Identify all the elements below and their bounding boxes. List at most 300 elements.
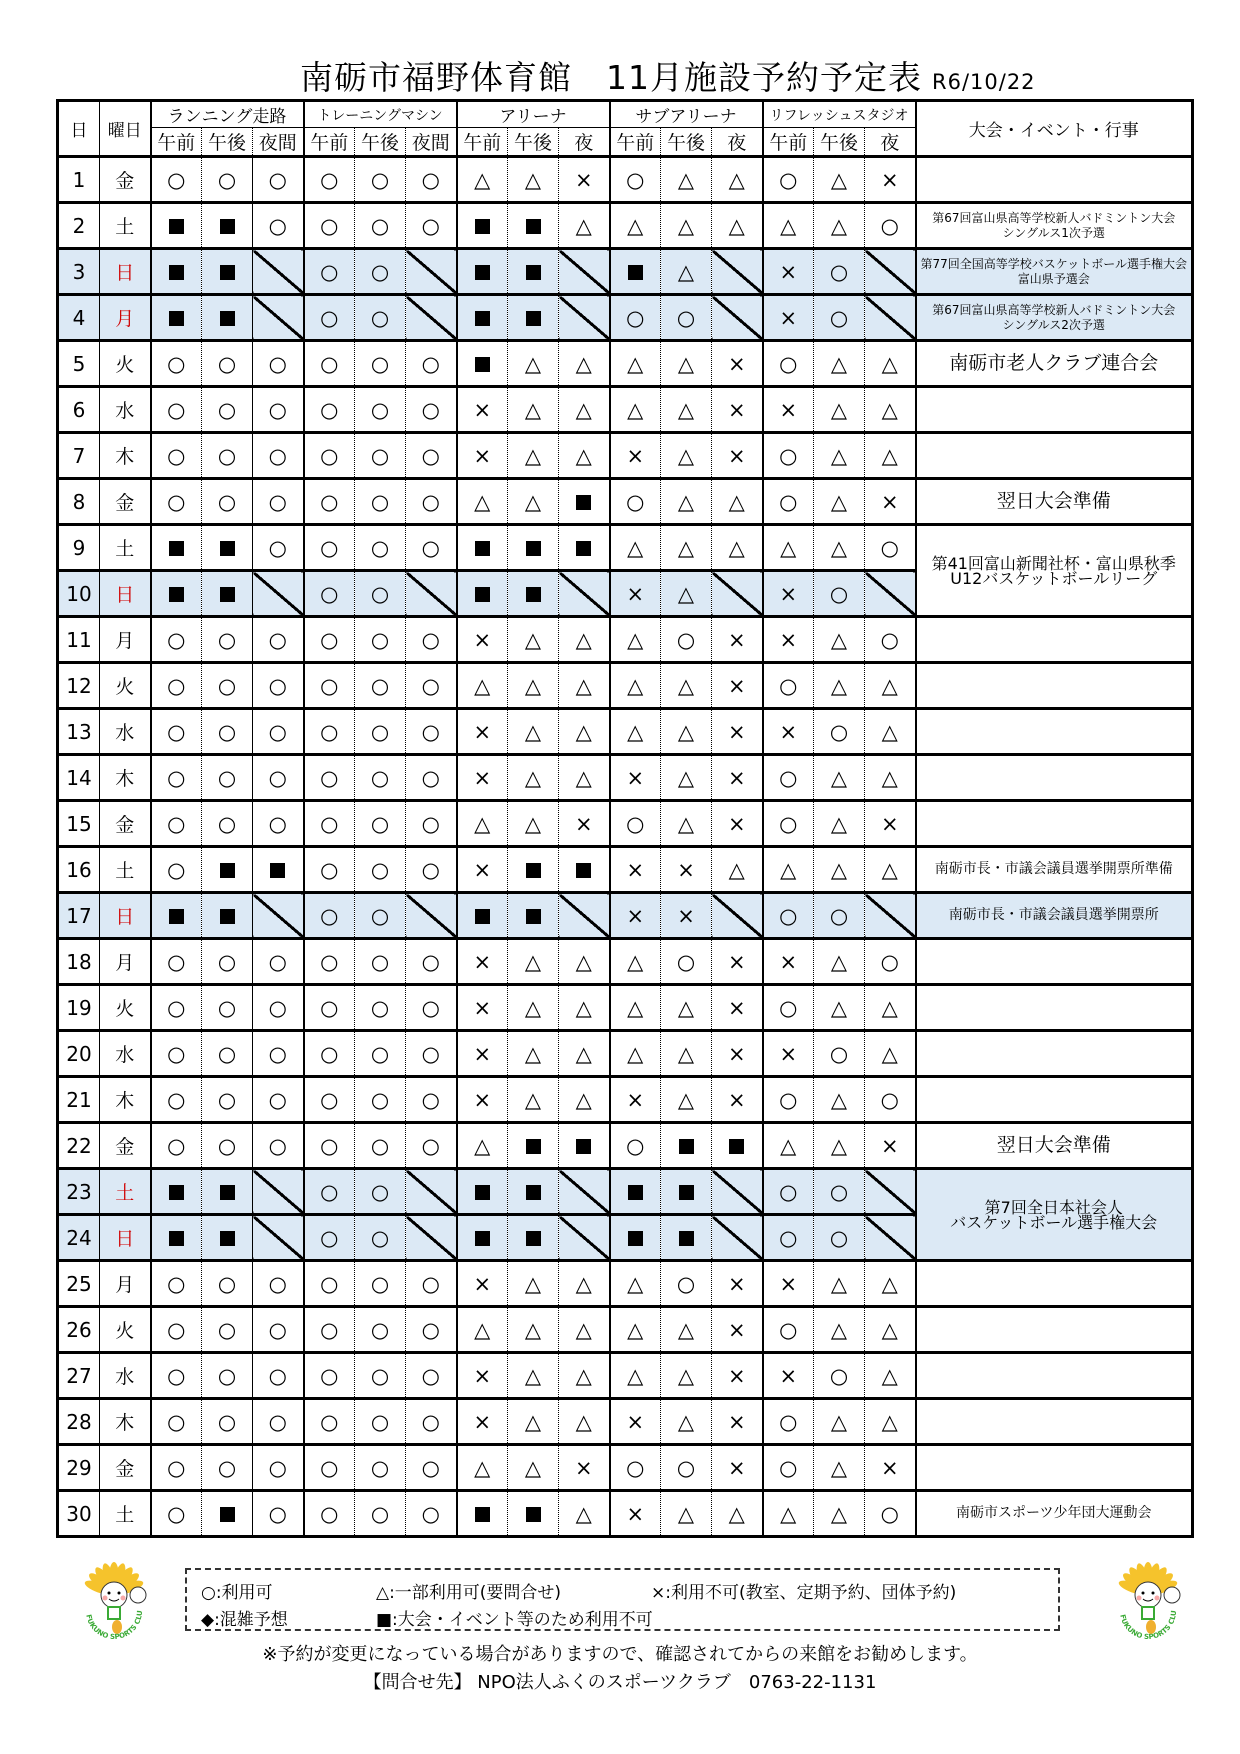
availability-mark	[712, 1307, 763, 1353]
availability-mark	[406, 1261, 457, 1307]
event-text-line: 翌日大会準備	[996, 490, 1111, 512]
event-closed-mark	[202, 1169, 253, 1215]
black-square-icon	[679, 1139, 694, 1154]
circle-icon: ○	[676, 1271, 696, 1296]
availability-mark	[355, 893, 406, 939]
triangle-icon: △	[575, 719, 592, 744]
circle-icon: ○	[167, 1363, 186, 1388]
circle-icon: ○	[779, 811, 798, 836]
triangle-icon: △	[627, 627, 644, 652]
availability-mark	[151, 1307, 202, 1353]
triangle-icon: △	[881, 719, 898, 744]
black-square-icon	[169, 541, 184, 556]
availability-mark	[202, 1261, 253, 1307]
legend-event-closed: ■:大会・イベント等のため利用不可	[376, 1610, 653, 1630]
circle-icon: ○	[421, 397, 440, 422]
availability-mark	[202, 939, 253, 985]
availability-mark	[508, 1307, 559, 1353]
availability-mark	[457, 1077, 508, 1123]
availability-mark	[202, 341, 253, 387]
availability-mark	[304, 1491, 355, 1537]
event-closed-mark	[202, 893, 253, 939]
day-number: 5	[58, 341, 100, 387]
availability-mark	[253, 663, 304, 709]
day-number: 11	[58, 617, 100, 663]
circle-icon: ○	[167, 1409, 186, 1434]
circle-icon: ○	[217, 627, 237, 652]
availability-mark	[865, 525, 916, 571]
availability-mark	[814, 249, 865, 295]
schedule-row	[58, 755, 1193, 801]
event-cell	[916, 1031, 1193, 1077]
availability-mark	[355, 985, 406, 1031]
closed-slot-slash	[559, 1215, 610, 1261]
availability-mark	[763, 985, 814, 1031]
triangle-icon: △	[524, 167, 542, 192]
availability-mark	[253, 1123, 304, 1169]
triangle-icon: △	[780, 857, 797, 882]
cross-icon: ×	[727, 627, 746, 652]
circle-icon: ○	[217, 1317, 237, 1342]
event-closed-mark	[202, 571, 253, 617]
slot-header: 午前	[304, 128, 355, 157]
circle-icon: ○	[320, 305, 339, 330]
availability-mark	[712, 525, 763, 571]
triangle-icon: △	[881, 397, 898, 422]
circle-icon: ○	[779, 443, 798, 468]
circle-icon: ○	[370, 489, 390, 514]
availability-mark	[304, 433, 355, 479]
availability-mark	[661, 1353, 712, 1399]
circle-icon: ○	[268, 1409, 287, 1434]
event-cell	[916, 1077, 1193, 1123]
availability-mark	[763, 525, 814, 571]
cross-icon: ×	[779, 581, 798, 606]
event-cell	[916, 341, 1193, 387]
availability-mark	[610, 1077, 661, 1123]
circle-icon: ○	[779, 673, 798, 698]
availability-mark	[763, 801, 814, 847]
triangle-icon: △	[524, 949, 542, 974]
availability-mark	[406, 1399, 457, 1445]
event-closed-mark	[202, 249, 253, 295]
circle-icon: ○	[268, 443, 287, 468]
weekday: 土	[100, 847, 151, 893]
availability-mark	[253, 755, 304, 801]
availability-mark	[355, 939, 406, 985]
circle-icon: ○	[217, 167, 237, 192]
triangle-icon: △	[830, 857, 848, 882]
circle-icon: ○	[268, 535, 287, 560]
event-closed-mark	[151, 571, 202, 617]
event-cell	[916, 985, 1193, 1031]
circle-icon: ○	[370, 581, 390, 606]
circle-icon: ○	[167, 1271, 186, 1296]
availability-mark	[304, 1399, 355, 1445]
weekday: 木	[100, 755, 151, 801]
day-number: 18	[58, 939, 100, 985]
black-square-icon	[526, 265, 541, 280]
day-number: 14	[58, 755, 100, 801]
circle-icon: ○	[421, 535, 440, 560]
circle-icon: ○	[370, 1317, 390, 1342]
cross-icon: ×	[473, 1409, 492, 1434]
availability-mark	[151, 617, 202, 663]
circle-icon: ○	[320, 1455, 339, 1480]
weekday: 日	[100, 249, 151, 295]
day-number: 22	[58, 1123, 100, 1169]
black-square-icon	[628, 1185, 643, 1200]
black-square-icon	[220, 541, 235, 556]
availability-mark	[763, 1445, 814, 1491]
availability-mark	[661, 387, 712, 433]
availability-mark	[304, 1031, 355, 1077]
availability-mark	[151, 1077, 202, 1123]
availability-mark	[151, 1399, 202, 1445]
day-number: 2	[58, 203, 100, 249]
cross-icon: ×	[473, 1271, 492, 1296]
circle-icon: ○	[829, 305, 849, 330]
circle-icon: ○	[268, 397, 287, 422]
event-cell	[916, 479, 1193, 525]
availability-mark	[406, 525, 457, 571]
schedule-row	[58, 709, 1193, 755]
club-mascot-logo-right	[1106, 1555, 1190, 1647]
availability-mark	[661, 157, 712, 203]
circle-icon: ○	[217, 811, 237, 836]
availability-mark	[865, 157, 916, 203]
club-mascot-logo-left	[72, 1555, 156, 1647]
availability-mark	[763, 479, 814, 525]
event-cell	[916, 1491, 1193, 1537]
availability-mark	[865, 755, 916, 801]
cross-icon: ×	[880, 1455, 899, 1480]
triangle-icon: △	[728, 857, 745, 882]
circle-icon: ○	[370, 1041, 390, 1066]
availability-mark	[151, 1123, 202, 1169]
schedule-row	[58, 801, 1193, 847]
triangle-icon: △	[881, 765, 898, 790]
availability-mark	[355, 341, 406, 387]
event-closed-mark	[457, 525, 508, 571]
circle-icon: ○	[370, 1409, 390, 1434]
circle-icon: ○	[370, 1455, 390, 1480]
availability-mark	[559, 1491, 610, 1537]
circle-icon: ○	[626, 305, 645, 330]
triangle-icon: △	[575, 1363, 592, 1388]
availability-mark	[406, 801, 457, 847]
day-number: 8	[58, 479, 100, 525]
event-cell	[916, 1445, 1193, 1491]
availability-mark	[661, 1077, 712, 1123]
availability-mark	[712, 1261, 763, 1307]
availability-mark	[151, 755, 202, 801]
circle-icon: ○	[370, 719, 390, 744]
triangle-icon: △	[728, 489, 745, 514]
triangle-icon: △	[474, 1133, 491, 1158]
availability-mark	[355, 1445, 406, 1491]
event-cell	[916, 387, 1193, 433]
availability-mark	[661, 1491, 712, 1537]
availability-mark	[763, 1215, 814, 1261]
legend-crowded: ◆:混雑予想	[201, 1610, 288, 1630]
black-square-icon	[526, 1507, 541, 1522]
availability-mark	[712, 1491, 763, 1537]
schedule-row	[58, 1353, 1193, 1399]
availability-mark	[151, 1261, 202, 1307]
day-number: 10	[58, 571, 100, 617]
triangle-icon: △	[830, 811, 848, 836]
circle-icon: ○	[626, 489, 645, 514]
circle-icon: ○	[320, 397, 339, 422]
triangle-icon: △	[627, 1271, 644, 1296]
closed-slot-slash	[865, 893, 916, 939]
circle-icon: ○	[167, 857, 186, 882]
slot-header: 午前	[610, 128, 661, 157]
availability-mark	[355, 433, 406, 479]
availability-mark	[865, 709, 916, 755]
availability-mark	[202, 617, 253, 663]
availability-mark	[712, 387, 763, 433]
triangle-icon: △	[524, 627, 542, 652]
availability-mark	[661, 203, 712, 249]
black-square-icon	[526, 1231, 541, 1246]
availability-mark	[661, 1261, 712, 1307]
black-square-icon	[169, 587, 184, 602]
event-closed-mark	[508, 1123, 559, 1169]
closed-slot-slash	[712, 1215, 763, 1261]
availability-mark	[355, 249, 406, 295]
mascot-svg	[1106, 1555, 1190, 1647]
availability-mark	[610, 617, 661, 663]
triangle-icon: △	[677, 995, 695, 1020]
black-square-icon	[576, 1139, 591, 1154]
cross-icon: ×	[779, 1271, 798, 1296]
weekday: 金	[100, 1445, 151, 1491]
availability-mark	[508, 939, 559, 985]
black-square-icon	[679, 1231, 694, 1246]
title-text: 南砺市福野体育館 11月施設予約予定表	[300, 58, 922, 97]
availability-mark	[814, 1445, 865, 1491]
weekday: 土	[100, 203, 151, 249]
black-square-icon	[220, 863, 235, 878]
availability-mark	[406, 1123, 457, 1169]
revision-date: R6/10/22	[932, 70, 1036, 94]
event-closed-mark	[151, 249, 202, 295]
availability-mark	[151, 479, 202, 525]
triangle-icon: △	[575, 397, 592, 422]
triangle-icon: △	[830, 949, 848, 974]
circle-icon: ○	[320, 1271, 339, 1296]
event-text-line: シングルス2次予選	[1002, 317, 1105, 332]
circle-icon: ○	[217, 995, 237, 1020]
availability-mark	[151, 939, 202, 985]
event-closed-mark	[508, 1491, 559, 1537]
circle-icon: ○	[320, 351, 339, 376]
black-square-icon	[526, 311, 541, 326]
cross-icon: ×	[779, 259, 798, 284]
circle-icon: ○	[676, 305, 696, 330]
schedule-row	[58, 1077, 1193, 1123]
availability-mark	[406, 157, 457, 203]
availability-mark	[763, 893, 814, 939]
slot-header: 午後	[814, 128, 865, 157]
triangle-icon: △	[524, 811, 542, 836]
availability-mark	[763, 939, 814, 985]
availability-mark	[763, 387, 814, 433]
availability-mark	[814, 479, 865, 525]
availability-mark	[763, 249, 814, 295]
availability-mark	[355, 1077, 406, 1123]
event-cell	[916, 663, 1193, 709]
availability-mark	[508, 157, 559, 203]
black-square-icon	[679, 1185, 694, 1200]
availability-mark	[508, 1399, 559, 1445]
availability-mark	[304, 1169, 355, 1215]
availability-mark	[712, 755, 763, 801]
event-text-line: 第7回全日本社会人	[984, 1197, 1123, 1217]
slot-header: 午前	[151, 128, 202, 157]
availability-mark	[406, 1307, 457, 1353]
circle-icon: ○	[167, 1041, 186, 1066]
day-number: 21	[58, 1077, 100, 1123]
triangle-icon: △	[627, 673, 644, 698]
circle-icon: ○	[626, 1455, 645, 1480]
availability-mark	[865, 1261, 916, 1307]
circle-icon: ○	[217, 1271, 237, 1296]
triangle-icon: △	[830, 489, 848, 514]
circle-icon: ○	[829, 259, 849, 284]
event-closed-mark	[151, 893, 202, 939]
triangle-icon: △	[575, 1041, 592, 1066]
availability-mark	[763, 617, 814, 663]
weekday: 水	[100, 709, 151, 755]
availability-mark	[865, 801, 916, 847]
availability-mark	[763, 1307, 814, 1353]
cross-icon: ×	[473, 765, 492, 790]
circle-icon: ○	[370, 1501, 390, 1526]
circle-icon: ○	[829, 1179, 849, 1204]
triangle-icon: △	[830, 1501, 848, 1526]
event-text-line: 第41回富山新聞社杯・富山県秋季	[931, 553, 1176, 573]
availability-mark	[865, 203, 916, 249]
day-number: 24	[58, 1215, 100, 1261]
availability-mark	[559, 939, 610, 985]
cross-icon: ×	[473, 1363, 492, 1388]
event-text-line: 富山県予選会	[1017, 271, 1090, 286]
availability-mark	[865, 1399, 916, 1445]
circle-icon: ○	[676, 627, 696, 652]
triangle-icon: △	[677, 1087, 695, 1112]
availability-mark	[763, 1077, 814, 1123]
closed-slot-slash	[406, 295, 457, 341]
event-closed-mark	[151, 1169, 202, 1215]
day-number: 30	[58, 1491, 100, 1537]
circle-icon: ○	[320, 581, 339, 606]
event-closed-mark	[508, 525, 559, 571]
availability-mark	[355, 617, 406, 663]
triangle-icon: △	[830, 351, 848, 376]
availability-mark	[712, 1445, 763, 1491]
cross-icon: ×	[727, 1087, 746, 1112]
circle-icon: ○	[370, 443, 390, 468]
circle-icon: ○	[370, 811, 390, 836]
availability-mark	[406, 341, 457, 387]
closed-slot-slash	[712, 571, 763, 617]
triangle-icon: △	[627, 1317, 644, 1342]
black-square-icon	[220, 219, 235, 234]
event-closed-mark	[559, 847, 610, 893]
availability-mark	[355, 1353, 406, 1399]
closed-slot-slash	[406, 249, 457, 295]
event-cell	[916, 295, 1193, 341]
availability-mark	[457, 1307, 508, 1353]
availability-mark	[763, 341, 814, 387]
availability-mark	[304, 755, 355, 801]
circle-icon: ○	[370, 1225, 390, 1250]
availability-mark	[712, 203, 763, 249]
weekday: 火	[100, 341, 151, 387]
circle-icon: ○	[268, 765, 287, 790]
slot-header: 夜間	[253, 128, 304, 157]
triangle-icon: △	[575, 627, 592, 652]
circle-icon: ○	[779, 903, 798, 928]
availability-mark	[508, 801, 559, 847]
triangle-icon: △	[728, 1501, 745, 1526]
availability-mark	[559, 433, 610, 479]
event-closed-mark	[610, 1169, 661, 1215]
availability-mark	[406, 1445, 457, 1491]
availability-mark	[610, 479, 661, 525]
event-closed-mark	[151, 295, 202, 341]
circle-icon: ○	[217, 765, 237, 790]
availability-mark	[559, 203, 610, 249]
weekday: 水	[100, 1353, 151, 1399]
circle-icon: ○	[167, 949, 186, 974]
availability-mark	[457, 617, 508, 663]
availability-mark	[661, 525, 712, 571]
availability-mark	[559, 617, 610, 663]
availability-mark	[253, 157, 304, 203]
availability-mark	[253, 387, 304, 433]
availability-mark	[610, 1491, 661, 1537]
event-closed-mark	[457, 341, 508, 387]
triangle-icon: △	[575, 765, 592, 790]
availability-mark	[202, 157, 253, 203]
legend-partial: △:一部利用可(要問合せ)	[376, 1583, 562, 1603]
slot-header: 夜間	[406, 128, 457, 157]
weekday: 月	[100, 939, 151, 985]
triangle-icon: △	[575, 949, 592, 974]
cross-icon: ×	[677, 903, 695, 928]
availability-mark	[610, 1353, 661, 1399]
circle-icon: ○	[268, 719, 287, 744]
triangle-icon: △	[524, 1363, 542, 1388]
event-text-line: 第67回富山県高等学校新人バドミントン大会	[932, 302, 1176, 317]
weekday: 日	[100, 893, 151, 939]
availability-mark	[151, 801, 202, 847]
circle-icon: ○	[268, 1363, 287, 1388]
availability-mark	[763, 709, 814, 755]
circle-icon: ○	[320, 1041, 339, 1066]
availability-mark	[763, 1169, 814, 1215]
availability-mark	[865, 1353, 916, 1399]
availability-mark	[559, 387, 610, 433]
circle-icon: ○	[370, 949, 390, 974]
circle-icon: ○	[167, 351, 186, 376]
availability-mark	[661, 801, 712, 847]
availability-mark	[202, 1353, 253, 1399]
